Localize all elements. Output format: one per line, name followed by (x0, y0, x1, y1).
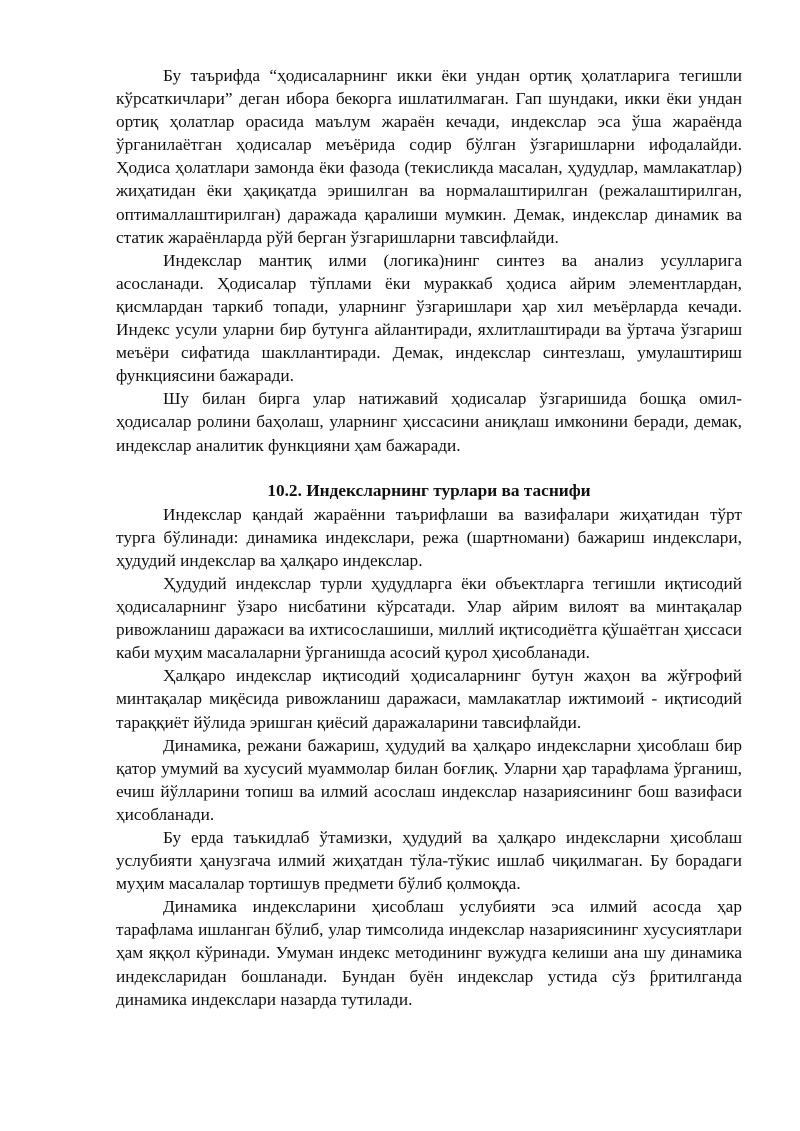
paragraph: Бу таърифда “ҳодисаларнинг икки ёки ундан ортиқ ҳолатларига тегишли кўрсаткичлари” деган ибора бекорга ишлатилмаган. Гап шундаки, икки ёки ундан ортиқ ҳолатлар орасида маълум жараён кечади, индекслар эса ўша жараёнда ўрганилаётган ҳодисалар меъёрида содир бўлган ўзгаришларни ифодалайди. Ҳодиса ҳолатлари замонда ёки фазода (текисликда масалан, ҳудудлар, мамлакатлар) жиҳатидан ёки ҳақиқатда эришилган ва нормалаштирилган (режалаштирилган, оптималлаштирилган) даражада қаралиши мумкин. Демак, индекслар динамик ва статик жараёнларда рўй берган ўзгаришларни тавсифлайди. (116, 66, 742, 247)
paragraph: Индекслар мантиқ илми (логика)нинг синтез ва анализ усулларига асосланади. Ҳодисалар тўплами ёки мураккаб ҳодиса айрим элементлардан, қисмлардан таркиб топади, уларнинг ўзгаришлари ҳар хил меъёрларда кечади. Индекс усули уларни бир бутунга айлантиради, яхлитлаштиради ва ўртача ўзгариш меъёри сифатида шакллантиради. Демак, индекслар синтезлаш, умулаштириш функциясини бажаради. (116, 250, 742, 386)
paragraph: Индекслар қандай жараённи таърифлаши ва вазифалари жиҳатидан тўрт турга бўлинади: динамика индекслари, режа (шартномани) бажариш индекслари, ҳудудий индекслар ва ҳалқаро индекслар. (116, 504, 742, 570)
paragraph: Ҳалқаро индекслар иқтисодий ҳодисаларнинг бутун жаҳон ва жўғрофий минтақалар миқёсида ривожланиш даражаси, мамлакатлар ижтимоий - иқтисодий тараққиёт йўлида эришган қиёсий даражаларини тавсифлайди. (116, 666, 742, 732)
paragraph: Ҳудудий индекслар турли ҳудудларга ёки объектларга тегишли иқтисодий ҳодисаларнинг ўзаро нисбатини кўрсатади. Улар айрим вилоят ва минтақалар ривожланиш даражаси ва ихтисослашиши, миллий иқтисодиётга қўшаётган ҳиссаси каби муҳим масалаларни ўрганишда асосий қурол ҳисобланади. (116, 573, 742, 663)
paragraph: Шу билан бирга улар натижавий ҳодисалар ўзгаришида бошқа омил-ҳодисалар ролини баҳолаш, уларнинг ҳиссасини аниқлаш имконини беради, демак, индекслар аналитик функцияни ҳам бажаради. (116, 389, 742, 455)
document-page (116, 64, 742, 1011)
paragraph: Динамика индексларини ҳисоблаш услубияти эса илмий асосда ҳар тарафлама ишланган бўлиб, улар тимсолида индекслар назариясининг хусусиятлари ҳам яққол кўринади. Умуман индекс методининг вужудга келиши ана шу динамика индексларидан бошланади. Бундан буён индекслар устида сўз ƥритилганда динамика индекслари назарда тутилади. (116, 897, 742, 1009)
paragraph: Бу ерда таъкидлаб ўтамизки, ҳудудий ва ҳалқаро индексларни ҳисоблаш услубияти ҳанузгача илмий жиҳатдан тўла-тўкис ишлаб чиқилмаган. Бу борадаги муҳим масалалар тортишув предмети бўлиб қолмоқда. (116, 828, 742, 894)
paragraph: Динамика, режани бажариш, ҳудудий ва ҳалқаро индексларни ҳисоблаш бир қатор умумий ва хусусий муаммолар билан боғлиқ. Уларни ҳар тарафлама ўрганиш, ечиш йўлларини топиш ва илмий асослаш индекслар назариясининг бош вазифаси ҳисобланади. (116, 735, 742, 824)
section-heading: 10.2. Индексларнинг турлари ва таснифи (267, 480, 591, 500)
